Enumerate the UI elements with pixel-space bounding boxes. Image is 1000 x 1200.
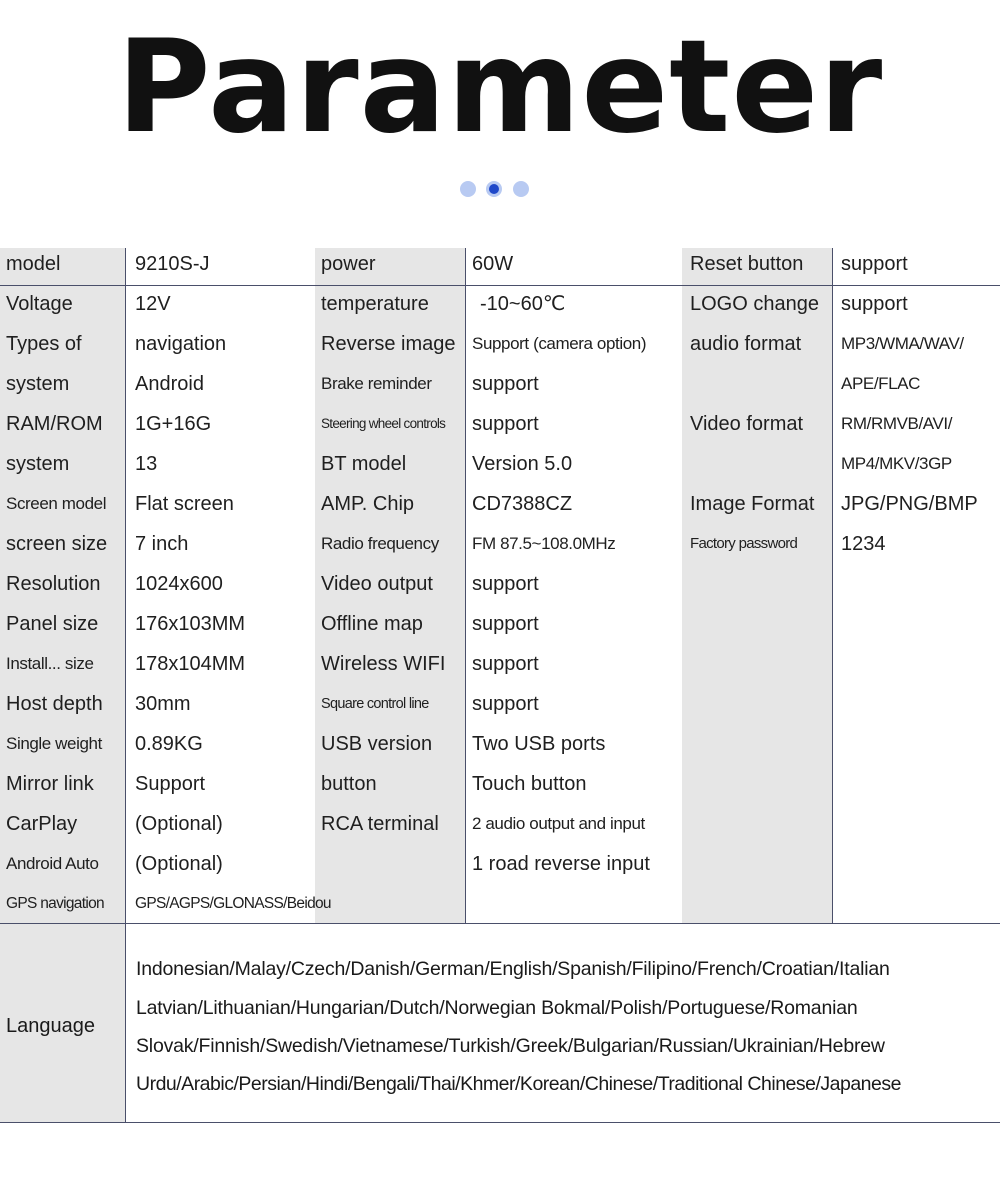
spec-label: Install... size xyxy=(6,654,94,673)
spec-label: model xyxy=(6,253,61,275)
column-divider-3 xyxy=(832,248,833,924)
spec-value: support xyxy=(472,573,539,595)
spec-label: Factory password xyxy=(690,535,798,552)
spec-label: audio format xyxy=(690,333,802,355)
spec-label: Panel size xyxy=(6,613,99,635)
spec-value: Two USB ports xyxy=(472,733,606,755)
spec-value: Support (camera option) xyxy=(472,334,647,353)
spec-label: system xyxy=(6,453,70,475)
spec-value: Version 5.0 xyxy=(472,453,573,475)
spec-value: 7 inch xyxy=(135,533,189,555)
spec-label: Brake reminder xyxy=(321,374,432,393)
language-list-line: Latvian/Lithuanian/Hungarian/Dutch/Norwegian Bokmal/Polish/Portuguese/Romanian xyxy=(136,997,858,1019)
spec-value: 9210S-J xyxy=(135,253,210,275)
spec-label: BT model xyxy=(321,453,407,475)
spec-value: Support xyxy=(135,773,206,795)
spec-label: LOGO change xyxy=(690,293,819,315)
spec-value: JPG/PNG/BMP xyxy=(841,493,978,515)
column-divider-2 xyxy=(465,248,466,924)
spec-value: -10~60℃ xyxy=(480,293,566,315)
spec-value: 1 road reverse input xyxy=(472,853,650,875)
spec-label: RCA terminal xyxy=(321,813,439,835)
spec-value: FM 87.5~108.0MHz xyxy=(472,534,616,553)
spec-value: 1024x600 xyxy=(135,573,223,595)
pagination-dot-3[interactable] xyxy=(513,181,529,197)
spec-value: GPS/AGPS/GLONASS/Beidou xyxy=(135,895,331,912)
spec-value: MP3/WMA/WAV/ xyxy=(841,334,964,353)
spec-label: CarPlay xyxy=(6,813,78,835)
spec-label: Radio frequency xyxy=(321,534,439,553)
spec-value: support xyxy=(841,253,908,275)
spec-value: 176x103MM xyxy=(135,613,246,635)
spec-label: AMP. Chip xyxy=(321,493,415,515)
spec-label: Video format xyxy=(690,413,804,435)
spec-label: GPS navigation xyxy=(6,895,104,912)
spec-label: Square control line xyxy=(321,696,429,712)
spec-value: support xyxy=(472,613,539,635)
spec-value: Flat screen xyxy=(135,493,234,515)
spec-label: Voltage xyxy=(6,293,73,315)
language-label: Language xyxy=(6,1015,95,1037)
language-list-line: Indonesian/Malay/Czech/Danish/German/English/Spanish/Filipino/French/Croatian/Italian xyxy=(136,958,890,980)
spec-value: Android xyxy=(135,373,204,395)
spec-label: temperature xyxy=(321,293,429,315)
spec-value: Touch button xyxy=(472,773,587,795)
spec-label: Mirror link xyxy=(6,773,94,795)
spec-value: RM/RMVB/AVI/ xyxy=(841,414,953,433)
spec-label: Android Auto xyxy=(6,854,99,873)
spec-value: 2 audio output and input xyxy=(472,814,645,833)
spec-value: CD7388CZ xyxy=(472,493,573,515)
spec-label: Screen model xyxy=(6,494,107,513)
spec-label: Host depth xyxy=(6,693,103,715)
spec-label: system xyxy=(6,373,70,395)
spec-label: Offline map xyxy=(321,613,423,635)
language-list-line: Slovak/Finnish/Swedish/Vietnamese/Turkish/Greek/Bulgarian/Russian/Ukrainian/Hebrew xyxy=(136,1035,885,1057)
spec-value: 13 xyxy=(135,453,158,475)
spec-label: Types of xyxy=(6,333,82,355)
language-list-line: Urdu/Arabic/Persian/Hindi/Bengali/Thai/Khmer/Korean/Chinese/Traditional Chinese/Japanese xyxy=(136,1073,901,1095)
spec-label: Video output xyxy=(321,573,433,595)
spec-value: support xyxy=(841,293,908,315)
page-title: Parameter xyxy=(116,13,884,162)
spec-label: Wireless WIFI xyxy=(321,653,446,675)
spec-value: support xyxy=(472,413,539,435)
pagination-dot-2-active[interactable] xyxy=(489,184,499,194)
spec-label: Resolution xyxy=(6,573,101,595)
spec-label: Single weight xyxy=(6,734,102,753)
spec-value: 1234 xyxy=(841,533,886,555)
spec-label: button xyxy=(321,773,377,795)
table-bottom-border xyxy=(0,1122,1000,1123)
spec-value: 60W xyxy=(472,253,514,275)
spec-value: 1G+16G xyxy=(135,413,212,435)
spec-value: (Optional) xyxy=(135,813,223,835)
spec-label: Image Format xyxy=(690,493,815,515)
spec-value: support xyxy=(472,693,539,715)
spec-value: 12V xyxy=(135,293,171,315)
spec-label: Reverse image xyxy=(321,333,456,355)
spec-value: (Optional) xyxy=(135,853,223,875)
spec-label: Steering wheel controls xyxy=(321,416,446,431)
spec-value: navigation xyxy=(135,333,227,355)
spec-value: MP4/MKV/3GP xyxy=(841,454,952,473)
spec-label: screen size xyxy=(6,533,108,555)
spec-label: USB version xyxy=(321,733,433,755)
spec-value: 0.89KG xyxy=(135,733,203,755)
spec-label: Reset button xyxy=(690,253,804,275)
pagination-dot-1[interactable] xyxy=(460,181,476,197)
spec-value: 30mm xyxy=(135,693,191,715)
spec-label: RAM/ROM xyxy=(6,413,103,435)
spec-label: power xyxy=(321,253,376,275)
spec-value: APE/FLAC xyxy=(841,374,920,393)
spec-value: support xyxy=(472,373,539,395)
spec-value: support xyxy=(472,653,539,675)
column-divider-1 xyxy=(125,248,126,1123)
spec-value: 178x104MM xyxy=(135,653,246,675)
